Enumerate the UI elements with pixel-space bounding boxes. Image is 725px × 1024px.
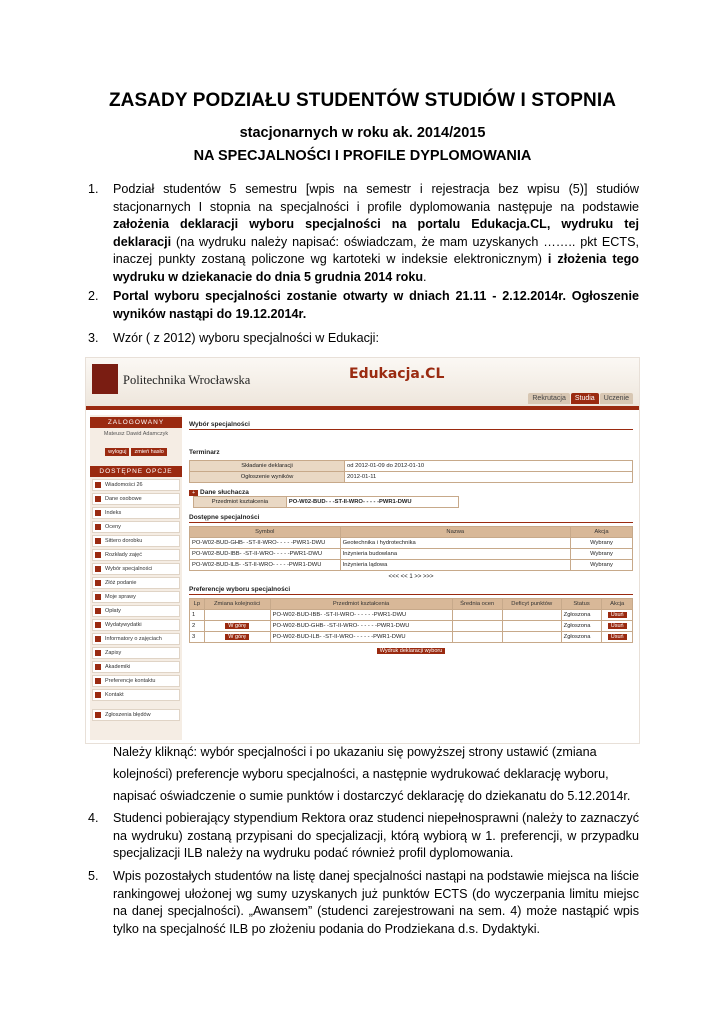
item-number: 2.	[88, 289, 99, 303]
print-declaration-button[interactable]: Wydruk deklaracji wyboru	[377, 648, 446, 654]
user-name: Mateusz Dawid Adamczyk	[103, 431, 169, 437]
table-row: PO-W02-BUD-GHB- -ST-II-WRO- - - - -PWR1-DWU Geotechnika i hydrotechnika Wybrany	[190, 538, 633, 549]
sidebar-menu-item[interactable]	[92, 633, 180, 645]
sidebar-menu-item[interactable]	[92, 563, 180, 575]
sidebar-menu-item[interactable]	[92, 577, 180, 589]
wybrany-link[interactable]: Wybrany	[570, 560, 632, 571]
table-row: Ogłoszenie wyników 2012-01-11	[190, 472, 633, 483]
wybrany-link[interactable]: Wybrany	[570, 538, 632, 549]
menu-item-label: Złóż podanie	[105, 580, 137, 586]
dostepne-title: Dostępne specjalności	[189, 514, 633, 523]
sidebar-menu-item[interactable]	[92, 507, 180, 519]
item-number: 5.	[88, 869, 99, 883]
item-number: 4.	[88, 811, 99, 825]
menu-item-label: Moje sprawy	[105, 594, 136, 600]
sidebar-menu-item[interactable]	[92, 479, 180, 491]
university-name: Politechnika Wrocławska	[123, 373, 251, 387]
sidebar-menu-item[interactable]	[92, 521, 180, 533]
menu-bullet-icon	[95, 566, 101, 572]
usun-button[interactable]: Usuń	[608, 623, 627, 629]
menu-item-label: Wydatywydatki	[105, 622, 142, 628]
specjalnosci-table: Symbol Nazwa Akcja PO-W02-BUD-GHB- -ST-II-WRO- - - - -PWR1-DWU Geotechnika i hydrotechnika Wybrany PO-W02-BUD-IBB- -ST-II-WRO- - - - -PWR1-DWU Inżynieria budowlana Wybrany PO-W02-BUD-ILB- -ST-II-WRO- - - - -PWR1-DWU Inżynieria lądowa Wybrany	[189, 526, 633, 571]
table-row: PO-W02-BUD-ILB- -ST-II-WRO- - - - -PWR1-DWU Inżynieria lądowa Wybrany	[190, 560, 633, 571]
item-number: 1.	[88, 182, 99, 196]
tab-rekrutacja[interactable]: Rekrutacja	[528, 393, 569, 404]
portal-header	[86, 358, 639, 406]
menu-item-label: Preferencje kontaktu	[105, 678, 156, 684]
menu-item-label: Zapisy	[105, 650, 122, 656]
change-password-button[interactable]: zmień hasło	[131, 448, 166, 456]
portal-tabs	[527, 393, 633, 406]
options-head: DOSTĘPNE OPCJE	[90, 466, 182, 477]
table-row: 1 PO-W02-BUD-IBB- -ST-II-WRO- - - - - -PWR1-DWU Zgłoszona Usuń	[190, 610, 633, 621]
menu-item-label: Kontakt	[105, 692, 124, 698]
sidebar-menu-item[interactable]	[92, 647, 180, 659]
menu-bullet-icon	[95, 580, 101, 586]
logout-button[interactable]: wyloguj	[105, 448, 129, 456]
menu-item-label: Informatory o zajęciach	[105, 636, 162, 642]
menu-item-label: Sittero dorobku	[105, 538, 143, 544]
section-title: Wybór specjalności	[189, 421, 633, 430]
portal-name: Edukacja.CL	[349, 366, 445, 382]
instruction-paragraph: Należy kliknąć: wybór specjalności i po ukazaniu się powyższej strony ustawić (zmiana kolejności) preferencje wyboru specjalności, a następnie wydrukować deklarację wyboru, napisać oświadczenie o sumie punktów i dostarczyć deklarację do dziekanatu do 5.12.2014r.	[113, 745, 631, 803]
preferencje-table: Lp Zmiana kolejności Przedmiot kształcenia Średnia ocen Deficyt punktów Status Akcja 1 PO-W02-BUD-IBB- -ST-II-WRO- - - - - -PWR1-DWU Zgłoszona Usuń 2 W górę PO-W02-BUD-GHB- -ST-II-WRO- - - - - -PWR1-DWU Zgłoszona Usuń 3 W górę PO-W02-BUD-ILB- -ST-II-WRO- - - - - -PWR1-DWU Zgłoszona Usuń	[189, 598, 633, 643]
sidebar-menu-item[interactable]	[92, 591, 180, 603]
menu-item-label: Indeks	[105, 510, 122, 516]
sidebar	[90, 415, 182, 740]
sidebar-menu-item[interactable]	[92, 493, 180, 505]
menu-item-label: Wiadomości 26	[105, 482, 143, 488]
menu-item-label: Akademiki	[105, 664, 131, 670]
sidebar-head: ZALOGOWANY	[90, 417, 182, 428]
table-row: 2 W górę PO-W02-BUD-GHB- -ST-II-WRO- - - - - -PWR1-DWU Zgłoszona Usuń	[190, 621, 633, 632]
terminarz-table	[189, 460, 633, 483]
pagination[interactable]: <<< << 1 >> >>>	[388, 574, 434, 580]
sidebar-menu-item[interactable]	[92, 709, 180, 721]
menu-item-label: Opłaty	[105, 608, 121, 614]
menu-bullet-icon	[95, 482, 101, 488]
dane-title: Dane słuchacza	[200, 489, 249, 496]
menu-bullet-icon	[95, 510, 101, 516]
tab-uczenie[interactable]: Uczenie	[600, 393, 633, 404]
sidebar-menu-item[interactable]	[92, 605, 180, 617]
sidebar-menu	[90, 479, 182, 721]
sidebar-menu-item[interactable]	[92, 661, 180, 673]
item-number: 3.	[88, 331, 99, 345]
document-subtitle: stacjonarnych w roku ak. 2014/2015	[239, 125, 486, 141]
wybrany-link[interactable]: Wybrany	[570, 549, 632, 560]
menu-item-label: Dane osobowe	[105, 496, 142, 502]
menu-bullet-icon	[95, 608, 101, 614]
table-row: Składanie deklaracji od 2012-01-09 do 2012-01-10	[190, 461, 633, 472]
menu-item-label: Wybór specjalności	[105, 566, 153, 572]
menu-bullet-icon	[95, 712, 101, 718]
sidebar-menu-item[interactable]	[92, 675, 180, 687]
menu-bullet-icon	[95, 664, 101, 670]
menu-item-label: Zgłoszenia błędów	[105, 712, 151, 718]
menu-bullet-icon	[95, 594, 101, 600]
menu-bullet-icon	[95, 622, 101, 628]
table-row: 3 W górę PO-W02-BUD-ILB- -ST-II-WRO- - - - - -PWR1-DWU Zgłoszona Usuń	[190, 632, 633, 643]
main-panel	[189, 421, 633, 654]
terminarz-title: Terminarz	[189, 449, 220, 456]
university-logo	[92, 364, 118, 394]
edukacja-screenshot	[85, 357, 640, 744]
menu-bullet-icon	[95, 496, 101, 502]
table-row: PO-W02-BUD-IBB- -ST-II-WRO- - - - -PWR1-DWU Inżynieria budowlana Wybrany	[190, 549, 633, 560]
menu-bullet-icon	[95, 636, 101, 642]
menu-item-label: Oceny	[105, 524, 121, 530]
document-subtitle-2: NA SPECJALNOŚCI I PROFILE DYPLOMOWANIA	[193, 148, 532, 164]
sidebar-menu-item[interactable]	[92, 549, 180, 561]
w-gore-button[interactable]: W górę	[225, 623, 249, 629]
item-text: Portal wyboru specjalności zostanie otwarty w dniach 21.11 - 2.12.2014r. Ogłoszenie wyników nastąpi do 19.12.2014r.	[113, 289, 639, 321]
menu-bullet-icon	[95, 524, 101, 530]
item-text: Studenci pobierający stypendium Rektora oraz studenci niepełnosprawni (należy to zaznaczyć na wydruku) zostaną przypisani do specjalizacji, którą wybiorą w 1. preferencji, w przypadku specjalizacji ILB należy na wydruku podać również profil dyplomowania.	[113, 811, 639, 860]
menu-item-label: Rozkłady zajęć	[105, 552, 142, 558]
sidebar-menu-item[interactable]	[92, 535, 180, 547]
usun-button[interactable]: Usuń	[608, 634, 627, 640]
item-text: Wpis pozostałych studentów na listę danej specjalności nastąpi na podstawie miejsca na liście rankingowej ułożonej wg sumy uzyskanych już punktów ECTS (do wyczerpania limitu miejsc na danej specjalności). „Awansem” (studenci zarejestrowani na sem. 4) może nastąpić wpis tylko na specjalność ILB po złożeniu podania do Prodziekana d.s. Dydaktyki.	[113, 869, 639, 936]
toggle-icon[interactable]: +	[189, 490, 198, 496]
dane-section	[189, 489, 633, 496]
przedmiot-table: Przedmiot kształcenia PO-W02-BUD- - -ST-II-WRO- - - - -PWR1-DWU	[193, 496, 459, 508]
document-title: ZASADY PODZIAŁU STUDENTÓW STUDIÓW I STOPNIA	[108, 90, 617, 111]
menu-bullet-icon	[95, 538, 101, 544]
menu-bullet-icon	[95, 552, 101, 558]
item-text: Podział studentów 5 semestru [wpis na semestr i rejestracja bez wpisu (5)] studiów stacjonarnych I stopnia na specjalności i profile dyplomowania następuje na podstawie założenia deklaracji wyboru specjalności na portalu Edukacja.CL, wydruku tej deklaracji (na wydruku należy napisać: oświadczam, że mam uzyskanych …….. pkt ECTS, inaczej punkty zostaną policzone wg kartoteki w indeksie elektronicznym) i złożenia tego wydruku w dziekanacie do dnia 5 grudnia 2014 roku.	[113, 182, 639, 284]
sidebar-menu-item[interactable]	[92, 619, 180, 631]
sidebar-menu-item[interactable]	[92, 689, 180, 701]
menu-bullet-icon	[95, 692, 101, 698]
item-text: Wzór ( z 2012) wyboru specjalności w Edukacji:	[113, 331, 379, 345]
usun-button[interactable]: Usuń	[608, 612, 627, 618]
menu-bullet-icon	[95, 650, 101, 656]
tab-studia[interactable]: Studia	[571, 393, 599, 404]
w-gore-button[interactable]: W górę	[225, 634, 249, 640]
header-bar	[86, 406, 639, 410]
preferencje-title: Preferencje wyboru specjalności	[189, 586, 633, 595]
menu-bullet-icon	[95, 678, 101, 684]
